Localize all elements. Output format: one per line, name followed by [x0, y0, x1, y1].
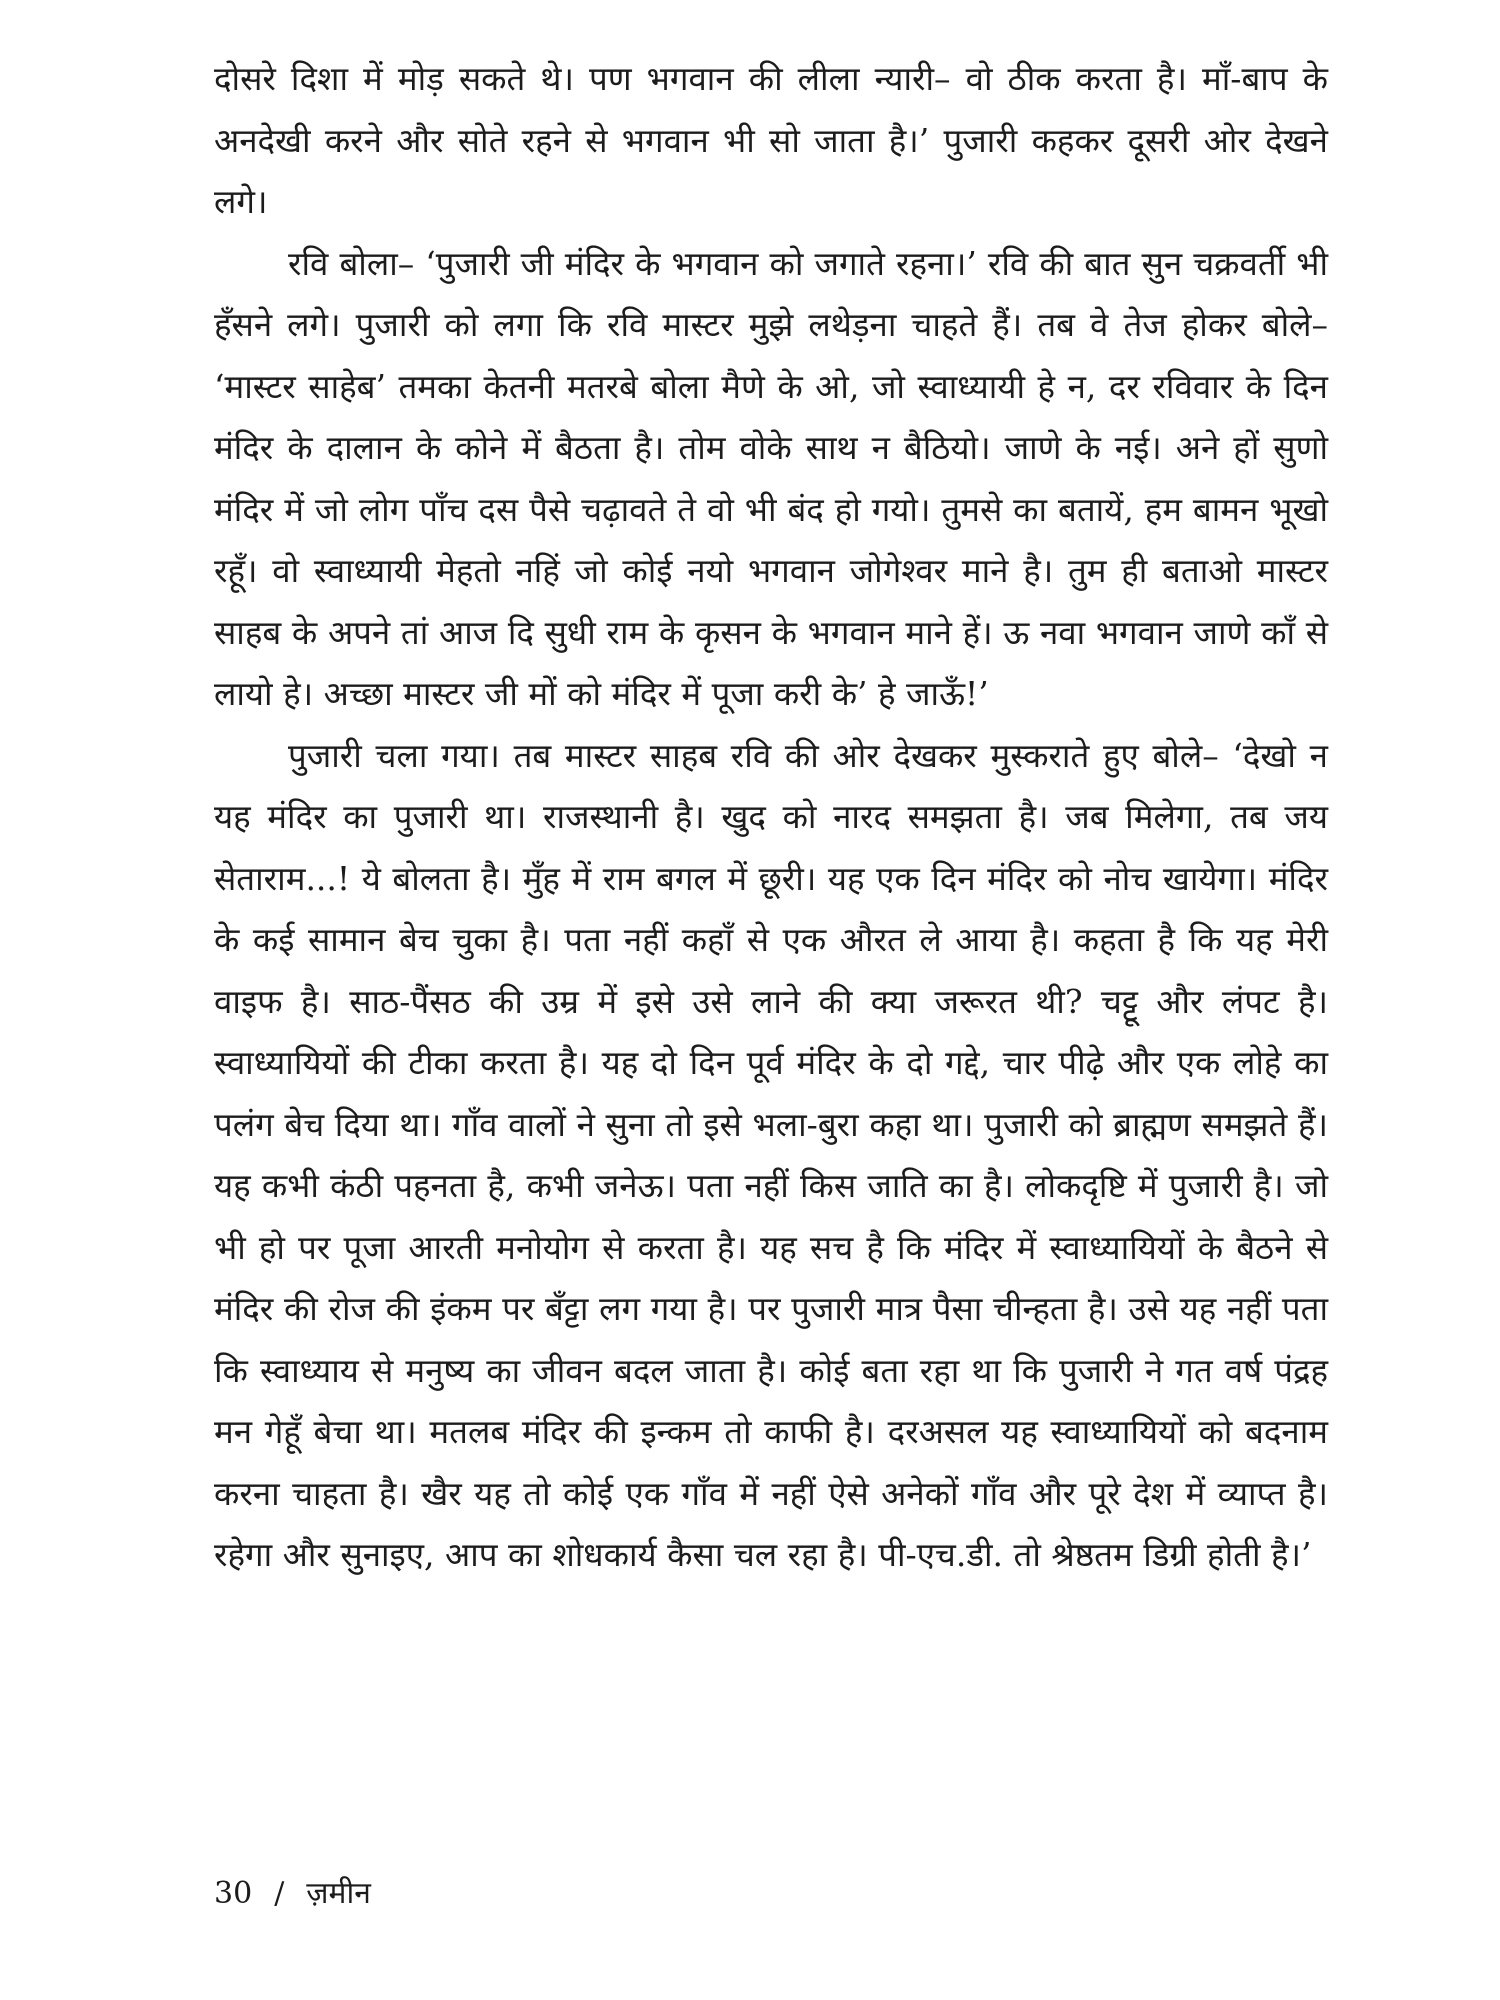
paragraph-3: पुजारी चला गया। तब मास्टर साहब रवि की ओर देखकर मुस्कराते हुए बोले– ‘देखो न यह मंदिर का पुजारी था। राजस्थानी है। खुद को नारद समझता है। जब मिलेगा, तब जय सेताराम...! ये बोलता है। मुँह में राम बगल में छूरी। यह एक दिन मंदिर को नोच खायेगा। मंदिर के कई सामान बेच चुका है। पता नहीं कहाँ से एक औरत ले आया है। कहता है कि यह मेरी वाइफ है। साठ-पैंसठ की उम्र में इसे उसे लाने की क्या जरूरत थी? चट्टू और लंपट है। स्वाध्यायियों की टीका करता है। यह दो दिन पूर्व मंदिर के दो गद्दे, चार पीढ़े और एक लोहे का पलंग बेच दिया था। गाँव वालों ने सुना तो इसे भला-बुरा कहा था। पुजारी को ब्राह्मण समझते हैं। यह कभी कंठी पहनता है, कभी जनेऊ। पता नहीं किस जाति का है। लोकदृष्टि में पुजारी है। जो भी हो पर पूजा आरती मनोयोग से करता है। यह सच है कि मंदिर में स्वाध्यायियों के बैठने से मंदिर की रोज की इंकम पर बँट्टा लग गया है। पर पुजारी मात्र पैसा चीन्हता है। उसे यह नहीं पता कि स्वाध्याय से मनुष्य का जीवन बदल जाता है। कोई बता रहा था कि पुजारी ने गत वर्ष पंद्रह मन गेहूँ बेचा था। मतलब मंदिर की इन्कम तो काफी है। दरअसल यह स्वाध्यायियों को बदनाम करना चाहता है। खैर यह तो कोई एक गाँव में नहीं ऐसे अनेकों गाँव और पूरे देश में व्याप्त है। रहेगा और सुनाइए, आप का शोधकार्य कैसा चल रहा है। पी-एच.डी. तो श्रेष्ठतम डिग्री होती है।’ [214, 735, 1328, 1574]
page-body [214, 48, 1328, 1948]
page-number: 30 [214, 1876, 253, 1911]
paragraph-1: दोसरे दिशा में मोड़ सकते थे। पण भगवान की लीला न्यारी– वो ठीक करता है। माँ-बाप के अनदेखी करने और सोते रहने से भगवान भी सो जाता है।’ पुजारी कहकर दूसरी ओर देखने लगे। [214, 59, 1328, 221]
footer-separator: / [274, 1876, 285, 1911]
paragraph-2: रवि बोला– ‘पुजारी जी मंदिर के भगवान को जगाते रहना।’ रवि की बात सुन चक्रवर्ती भी हँसने लगे। पुजारी को लगा कि रवि मास्टर मुझे लथेड़ना चाहते हैं। तब वे तेज होकर बोले– ‘मास्टर साहेब’ तमका केतनी मतरबे बोला मैणे के ओ, जो स्वाध्यायी हे न, दर रविवार के दिन मंदिर के दालान के कोने में बैठता है। तोम वोके साथ न बैठियो। जाणे के नई। अने हों सुणो मंदिर में जो लोग पाँच दस पैसे चढ़ावते ते वो भी बंद हो गयो। तुमसे का बतायें, हम बामन भूखो रहूँ। वो स्वाध्यायी मेहतो नहिं जो कोई नयो भगवान जोगेश्वर माने है। तुम ही बताओ मास्टर साहब के अपने तां आज दि सुधी राम के कृसन के भगवान माने हें। ऊ नवा भगवान जाणे काँ से लायो हे। अच्छा मास्टर जी मों को मंदिर में पूजा करी के’ हे जाऊँ!’ [214, 243, 1328, 713]
page-footer [214, 1874, 393, 1914]
book-title: ज़मीन [306, 1876, 371, 1911]
